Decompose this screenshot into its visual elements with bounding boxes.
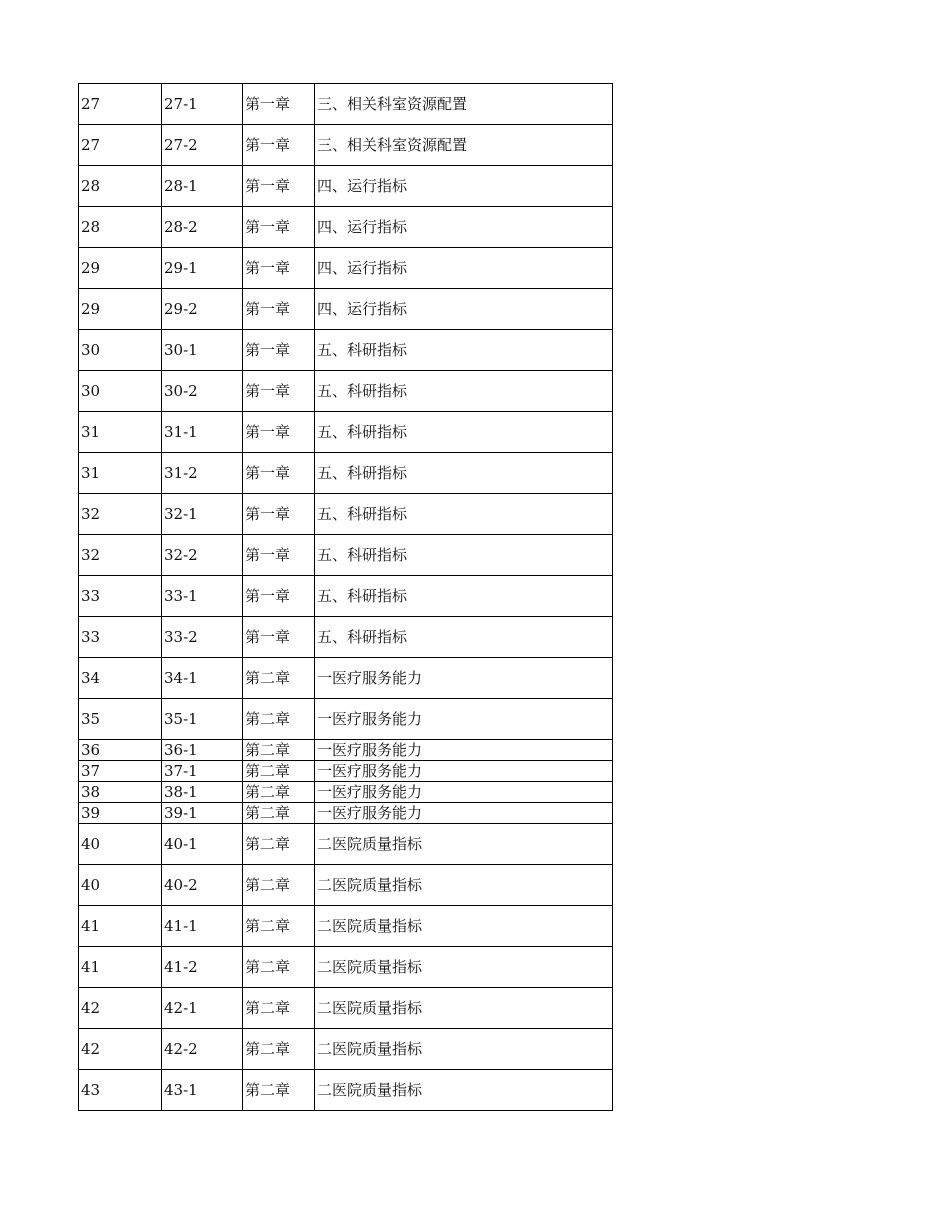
chapter-cell: 第二章 [243,1029,315,1070]
chapter-cell: 第二章 [243,1070,315,1111]
row-number-cell: 35 [79,699,162,740]
table-row [79,782,613,803]
sub-number-cell: 34-1 [162,658,243,699]
sub-number-cell: 31-1 [162,412,243,453]
chapter-cell: 第一章 [243,535,315,576]
table-body [79,84,613,1111]
row-number-cell: 32 [79,535,162,576]
row-number-cell: 39 [79,803,162,824]
chapter-cell: 第一章 [243,166,315,207]
sub-number-cell: 40-2 [162,865,243,906]
row-number-cell: 42 [79,988,162,1029]
row-number-cell: 30 [79,371,162,412]
spreadsheet-table [78,83,613,1111]
sub-number-cell: 29-1 [162,248,243,289]
table-row [79,803,613,824]
table-row [79,207,613,248]
table-row [79,947,613,988]
sub-number-cell: 39-1 [162,803,243,824]
section-cell: 五、科研指标 [315,535,613,576]
section-cell: 五、科研指标 [315,576,613,617]
table-row [79,988,613,1029]
table-row [79,330,613,371]
row-number-cell: 29 [79,248,162,289]
sub-number-cell: 28-2 [162,207,243,248]
section-cell: 三、相关科室资源配置 [315,84,613,125]
chapter-cell: 第一章 [243,125,315,166]
chapter-cell: 第一章 [243,576,315,617]
chapter-cell: 第二章 [243,865,315,906]
sub-number-cell: 43-1 [162,1070,243,1111]
row-number-cell: 28 [79,207,162,248]
row-number-cell: 27 [79,125,162,166]
chapter-cell: 第一章 [243,248,315,289]
table-row [79,289,613,330]
table-row [79,1070,613,1111]
table-row [79,371,613,412]
sub-number-cell: 38-1 [162,782,243,803]
table-row [79,761,613,782]
chapter-cell: 第二章 [243,761,315,782]
table-row [79,824,613,865]
table-row [79,1029,613,1070]
section-cell: 五、科研指标 [315,494,613,535]
section-cell: 二医院质量指标 [315,1029,613,1070]
section-cell: 一医疗服务能力 [315,699,613,740]
sub-number-cell: 35-1 [162,699,243,740]
row-number-cell: 31 [79,412,162,453]
row-number-cell: 29 [79,289,162,330]
section-cell: 二医院质量指标 [315,906,613,947]
sub-number-cell: 30-1 [162,330,243,371]
sub-number-cell: 40-1 [162,824,243,865]
row-number-cell: 41 [79,947,162,988]
table-row [79,248,613,289]
row-number-cell: 38 [79,782,162,803]
row-number-cell: 32 [79,494,162,535]
sub-number-cell: 27-2 [162,125,243,166]
chapter-cell: 第二章 [243,824,315,865]
section-cell: 一医疗服务能力 [315,658,613,699]
row-number-cell: 34 [79,658,162,699]
sub-number-cell: 33-1 [162,576,243,617]
row-number-cell: 40 [79,865,162,906]
chapter-cell: 第一章 [243,330,315,371]
row-number-cell: 37 [79,761,162,782]
row-number-cell: 33 [79,576,162,617]
chapter-cell: 第一章 [243,84,315,125]
chapter-cell: 第一章 [243,412,315,453]
sub-number-cell: 28-1 [162,166,243,207]
section-cell: 五、科研指标 [315,371,613,412]
section-cell: 一医疗服务能力 [315,803,613,824]
row-number-cell: 41 [79,906,162,947]
sub-number-cell: 32-1 [162,494,243,535]
section-cell: 二医院质量指标 [315,865,613,906]
section-cell: 一医疗服务能力 [315,761,613,782]
section-cell: 五、科研指标 [315,412,613,453]
chapter-cell: 第一章 [243,207,315,248]
section-cell: 五、科研指标 [315,453,613,494]
section-cell: 二医院质量指标 [315,824,613,865]
sub-number-cell: 37-1 [162,761,243,782]
sub-number-cell: 31-2 [162,453,243,494]
chapter-cell: 第二章 [243,699,315,740]
section-cell: 一医疗服务能力 [315,782,613,803]
sub-number-cell: 32-2 [162,535,243,576]
section-cell: 四、运行指标 [315,289,613,330]
sub-number-cell: 42-1 [162,988,243,1029]
chapter-cell: 第一章 [243,494,315,535]
sub-number-cell: 33-2 [162,617,243,658]
row-number-cell: 31 [79,453,162,494]
chapter-cell: 第二章 [243,658,315,699]
table-row [79,494,613,535]
section-cell: 四、运行指标 [315,207,613,248]
table-row [79,84,613,125]
section-cell: 四、运行指标 [315,166,613,207]
section-cell: 一医疗服务能力 [315,740,613,761]
section-cell: 二医院质量指标 [315,947,613,988]
sub-number-cell: 41-1 [162,906,243,947]
table-row [79,576,613,617]
sub-number-cell: 27-1 [162,84,243,125]
table-row [79,740,613,761]
row-number-cell: 33 [79,617,162,658]
row-number-cell: 30 [79,330,162,371]
sub-number-cell: 36-1 [162,740,243,761]
section-cell: 二医院质量指标 [315,1070,613,1111]
table-row [79,453,613,494]
row-number-cell: 28 [79,166,162,207]
chapter-cell: 第一章 [243,453,315,494]
section-cell: 五、科研指标 [315,330,613,371]
row-number-cell: 43 [79,1070,162,1111]
chapter-cell: 第二章 [243,803,315,824]
chapter-cell: 第二章 [243,782,315,803]
chapter-cell: 第一章 [243,617,315,658]
table-row [79,535,613,576]
chapter-cell: 第二章 [243,906,315,947]
table-row [79,166,613,207]
sub-number-cell: 29-2 [162,289,243,330]
row-number-cell: 40 [79,824,162,865]
row-number-cell: 42 [79,1029,162,1070]
table-row [79,865,613,906]
section-cell: 四、运行指标 [315,248,613,289]
sub-number-cell: 42-2 [162,1029,243,1070]
table-row [79,617,613,658]
section-cell: 三、相关科室资源配置 [315,125,613,166]
section-cell: 二医院质量指标 [315,988,613,1029]
table-row [79,658,613,699]
chapter-cell: 第二章 [243,947,315,988]
table-row [79,125,613,166]
chapter-cell: 第一章 [243,289,315,330]
row-number-cell: 27 [79,84,162,125]
table-row [79,699,613,740]
sub-number-cell: 41-2 [162,947,243,988]
table-row [79,412,613,453]
chapter-cell: 第一章 [243,371,315,412]
chapter-cell: 第二章 [243,988,315,1029]
table-row [79,906,613,947]
sub-number-cell: 30-2 [162,371,243,412]
chapter-cell: 第二章 [243,740,315,761]
row-number-cell: 36 [79,740,162,761]
section-cell: 五、科研指标 [315,617,613,658]
